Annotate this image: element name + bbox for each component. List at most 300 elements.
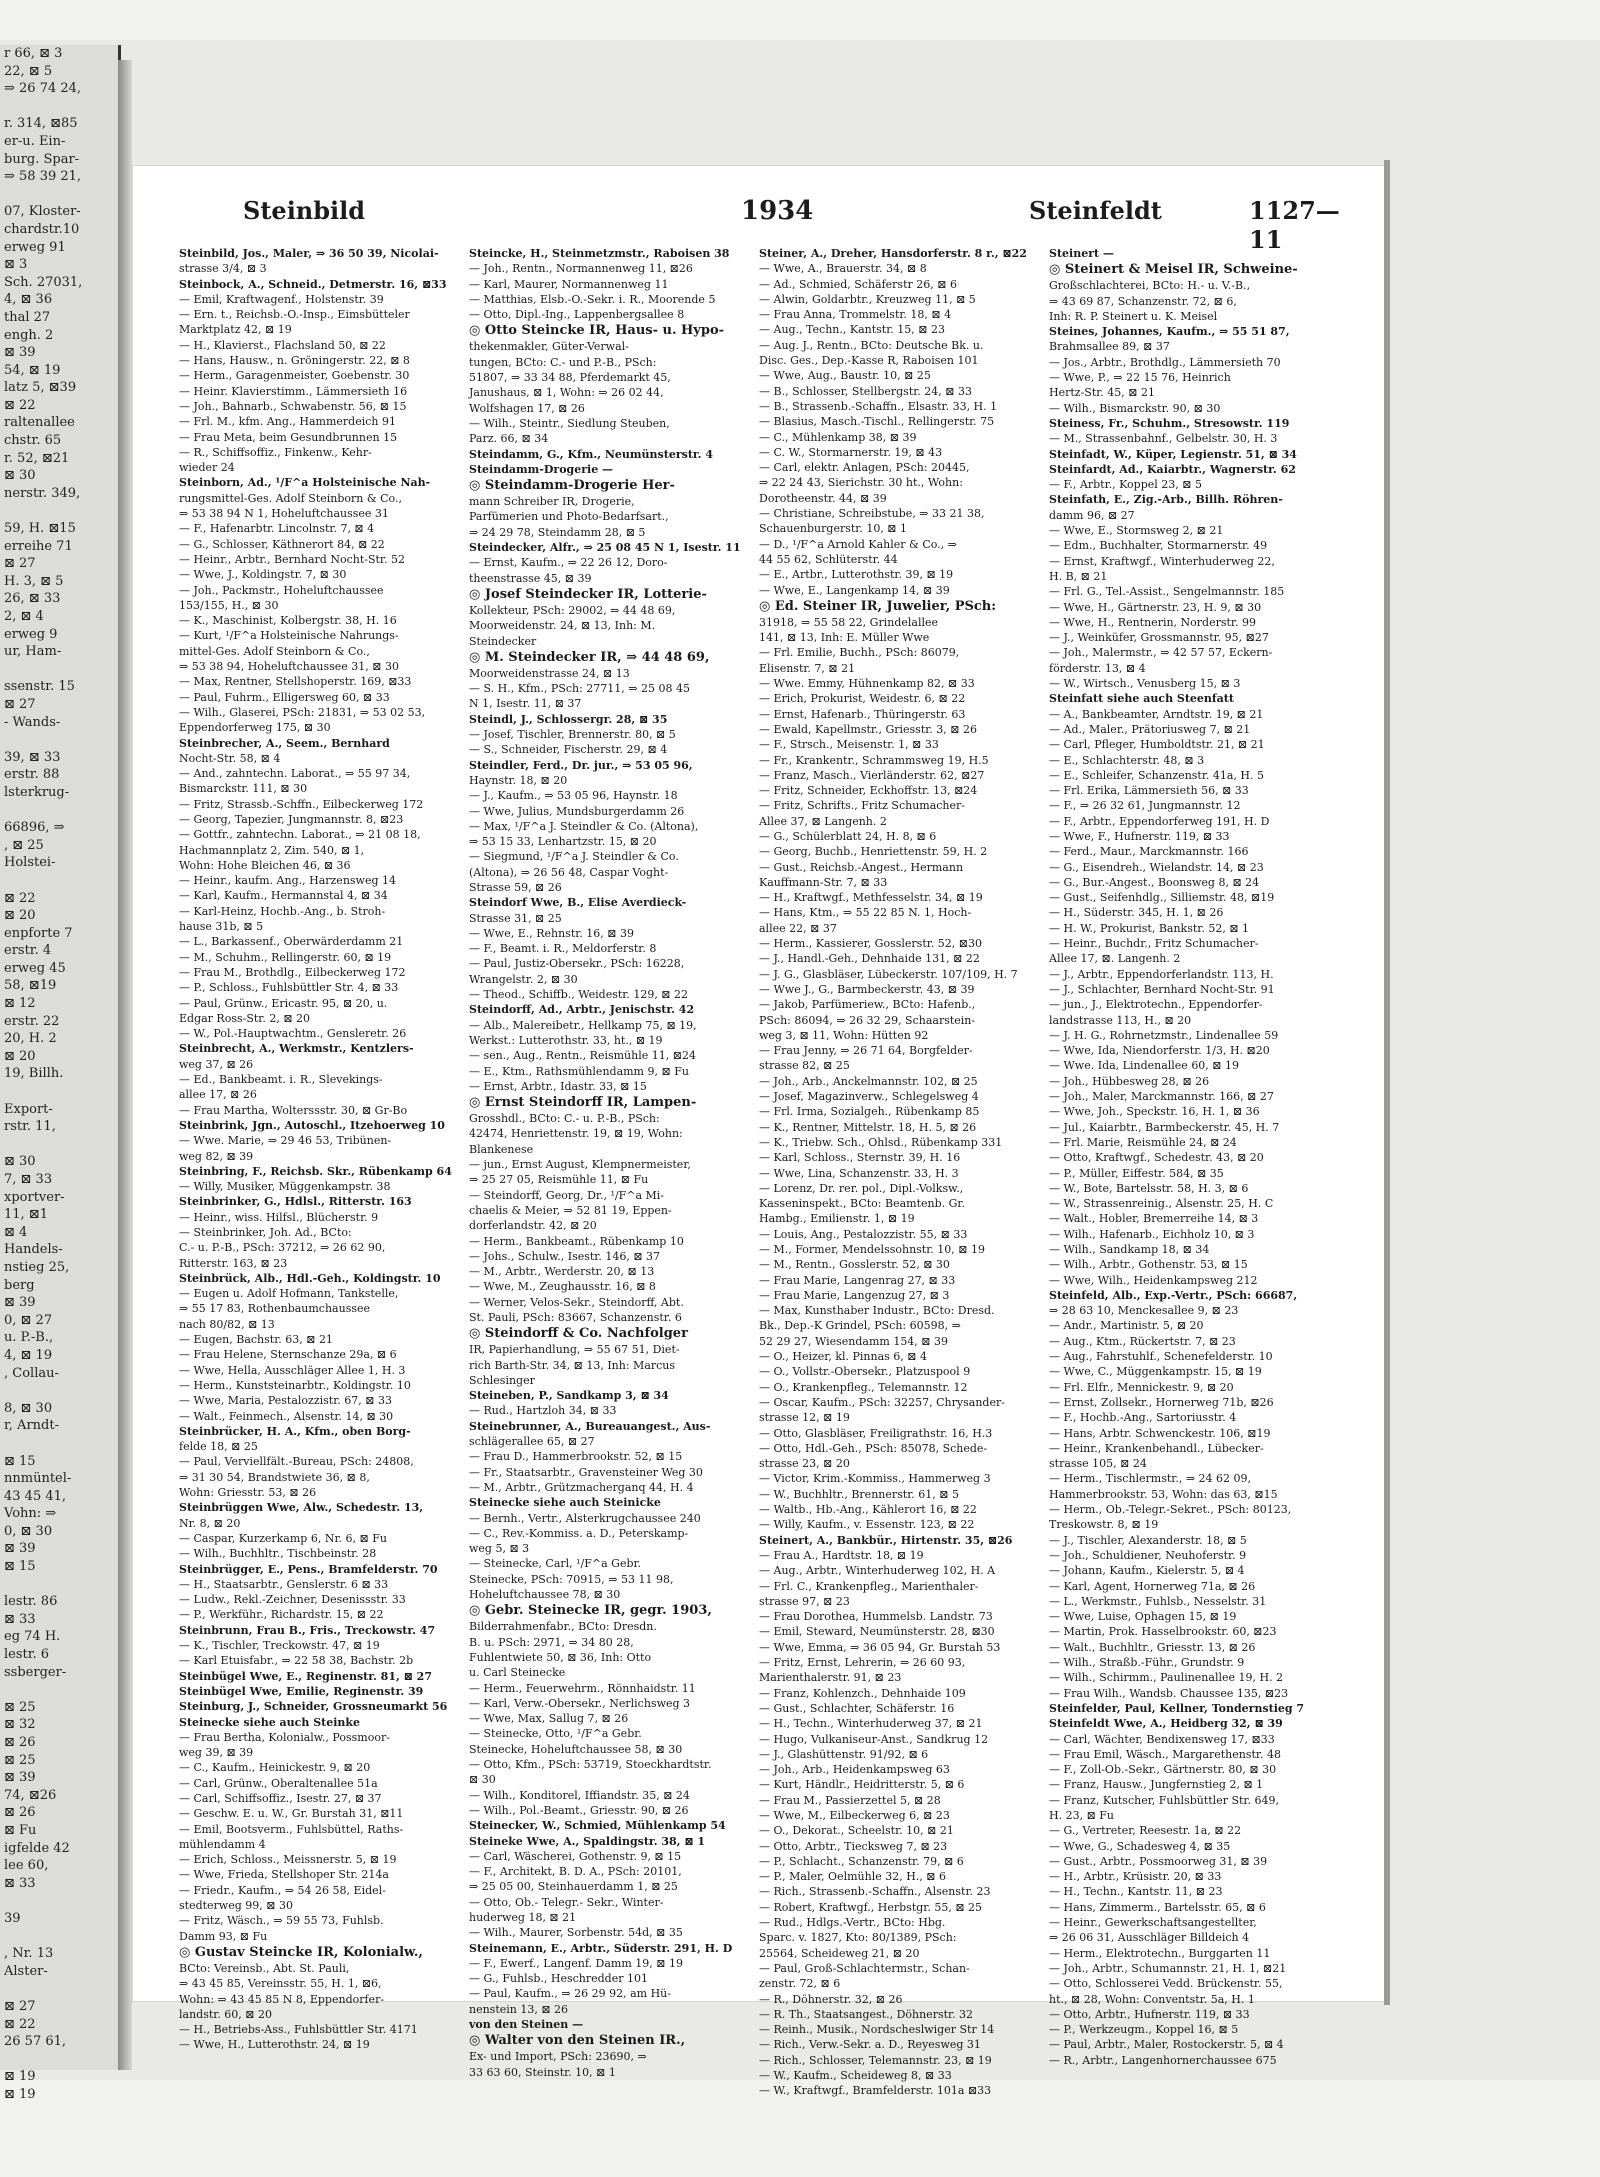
entry-continuation: ⇒ 28 63 10, Menckesallee 9, ⊠ 23 xyxy=(1049,1304,1239,1318)
directory-entry: — Wwe, C., Müggenkampstr. 15, ⊠ 19 xyxy=(1049,1365,1262,1379)
facing-page-line: 8, ⊠ 30 xyxy=(4,1400,53,1416)
directory-entry: Steinert — xyxy=(1049,247,1114,260)
entry-continuation: Wohn: ⇒ 43 45 85 N 8, Eppendorfer- xyxy=(179,1992,385,2006)
directory-entry: — Wwe, J., Koldingstr. 7, ⊠ 30 xyxy=(179,568,347,582)
entry-continuation: u. Carl Steinecke xyxy=(469,1666,566,1680)
directory-entry: Steinbrecher, A., Seem., Bernhard xyxy=(179,736,390,750)
facing-page-line xyxy=(0,731,118,749)
entry-continuation: Wolfshagen 17, ⊠ 26 xyxy=(469,401,585,415)
directory-entry: — Wwe, Luise, Ophagen 15, ⊠ 19 xyxy=(1049,1610,1237,1624)
directory-entry: — jun., Ernst August, Klempnermeister, xyxy=(469,1158,691,1172)
directory-entry: — Wilh., Hafenarb., Eichholz 10, ⊠ 3 xyxy=(1049,1227,1255,1241)
directory-entry: ◎ M. Steindecker IR, ⇒ 44 48 69, xyxy=(469,649,710,665)
facing-page-line: erstr. 88 xyxy=(4,767,60,783)
directory-entry: — Joh., Arbtr., Schumannstr. 21, H. 1, ⊠21 xyxy=(1049,1961,1287,1975)
directory-entry: — H., Techn., Winterhuderweg 37, ⊠ 21 xyxy=(759,1717,983,1731)
directory-entry: — Carl, Pfleger, Humboldtstr. 21, ⊠ 21 xyxy=(1049,738,1265,752)
directory-entry: — Waltb., Hb.-Ang., Kählerort 16, ⊠ 22 xyxy=(759,1503,977,1517)
directory-entry: — Frl. M., kfm. Ang., Hammerdeich 91 xyxy=(179,415,396,429)
entry-continuation: Marienthalerstr. 91, ⊠ 23 xyxy=(759,1671,902,1685)
facing-page-line: ⊠ 39 xyxy=(4,1541,36,1557)
facing-page-line: , ⊠ 25 xyxy=(4,837,44,853)
directory-entry: — Karl, Agent, Hornerweg 71a, ⊠ 26 xyxy=(1049,1579,1256,1593)
directory-entry: Steinfath, E., Zig.-Arb., Billh. Röhren- xyxy=(1049,493,1283,507)
directory-entry: — Frl. Marie, Reismühle 24, ⊠ 24 xyxy=(1049,1135,1237,1149)
directory-entry: — Hugo, Vulkaniseur-Anst., Sandkrug 12 xyxy=(759,1732,989,1746)
facing-page-line: 4, ⊠ 36 xyxy=(4,292,53,308)
directory-entry: — E., Schlachterstr. 48, ⊠ 3 xyxy=(1049,753,1205,767)
facing-page-line: ssberger- xyxy=(4,1664,67,1680)
facing-page-line: ⊠ 39 xyxy=(4,345,36,361)
entry-continuation: (Altona), ⇒ 26 56 48, Caspar Voght- xyxy=(469,865,669,879)
entry-continuation: ⇒ 26 06 31, Ausschläger Billdeich 4 xyxy=(1049,1931,1250,1945)
directory-entry: — Ernst, Arbtr., Idastr. 33, ⊠ 15 xyxy=(469,1079,647,1093)
directory-entry: — Wwe, M., Eilbeckerweg 6, ⊠ 23 xyxy=(759,1808,950,1822)
directory-entry: Steinbring, F., Reichsb. Skr., Rübenkamp 64 xyxy=(179,1164,452,1178)
entry-continuation: Edgar Ross-Str. 2, ⊠ 20 xyxy=(179,1011,311,1025)
directory-entry: — Gust., Schlachter, Schäferstr. 16 xyxy=(759,1701,955,1715)
directory-entry: — F., Arbtr., Eppendorferweg 191, H. D xyxy=(1049,814,1270,828)
directory-entry: — Otto, Hdl.-Geh., PSch: 85078, Schede- xyxy=(759,1441,988,1455)
directory-entry: — P., Werkzeugm., Koppel 16, ⊠ 5 xyxy=(1049,2023,1239,2037)
directory-entry: Steinbrücker, H. A., Kfm., oben Borg- xyxy=(179,1424,411,1438)
directory-entry: — Carl, Wäscherei, Gothenstr. 9, ⊠ 15 xyxy=(469,1849,682,1863)
entry-continuation: Hoheluftchaussee 78, ⊠ 30 xyxy=(469,1588,621,1602)
facing-page-line: lestr. 6 xyxy=(4,1647,50,1663)
entry-continuation: landstrasse 113, H., ⊠ 20 xyxy=(1049,1013,1192,1027)
directory-entry: — Gust., Arbtr., Possmoorweg 31, ⊠ 39 xyxy=(1049,1854,1268,1868)
directory-entry: Steinburg, J., Schneider, Grossneumarkt 56 xyxy=(179,1700,448,1714)
entry-continuation: mann Schreiber IR, Drogerie, xyxy=(469,495,635,509)
entry-continuation: B. u. PSch: 2971, ⇒ 34 80 28, xyxy=(469,1635,634,1649)
directory-entry: — E., Schleifer, Schanzenstr. 41a, H. 5 xyxy=(1049,768,1265,782)
directory-entry: — Frau M., Brothdlg., Eilbeckerweg 172 xyxy=(179,965,406,979)
directory-entry: — P., Schlacht., Schanzenstr. 79, ⊠ 6 xyxy=(759,1854,964,1868)
directory-entry: Steinbrink, Jgn., Autoschl., Itzehoerweg 10 xyxy=(179,1118,445,1132)
directory-entry: — Wwe, Maria, Pestalozzistr. 67, ⊠ 33 xyxy=(179,1394,392,1408)
directory-entry: — Rud., Hdlgs.-Vertr., BCto: Hbg. xyxy=(759,1916,946,1930)
entry-continuation: Ex- und Import, PSch: 23690, ⇒ xyxy=(469,2050,647,2064)
facing-page-line: lestr. 86 xyxy=(4,1594,58,1610)
directory-entry: — G., Bur.-Angest., Boonsweg 8, ⊠ 24 xyxy=(1049,875,1260,889)
directory-entry: — Wilh., Schirmm., Paulinenallee 19, H. 2 xyxy=(1049,1671,1284,1685)
directory-entry: — O., Krankenpfleg., Telemannstr. 12 xyxy=(759,1380,968,1394)
entry-continuation: Parfümerien und Photo-Bedarfsart., xyxy=(469,510,669,524)
directory-entry: — And., zahntechn. Laborat., ⇒ 55 97 34, xyxy=(179,767,411,781)
entry-continuation: damm 96, ⊠ 27 xyxy=(1049,508,1135,522)
entry-continuation: Kasseninspekt., BCto: Beamtenb. Gr. xyxy=(759,1197,965,1211)
entry-continuation: rich Barth-Str. 34, ⊠ 13, Inh: Marcus xyxy=(469,1358,676,1372)
directory-entry: von den Steinen — xyxy=(469,2018,584,2032)
facing-page-line: lee 60, xyxy=(4,1858,49,1874)
facing-page-line: 2, ⊠ 4 xyxy=(4,609,44,624)
entry-continuation: weg 39, ⊠ 39 xyxy=(179,1746,254,1760)
entry-continuation: Disc. Ges., Dep.-Kasse R, Raboisen 101 xyxy=(759,354,979,368)
directory-entry: — Edm., Buchhalter, Stormarnerstr. 49 xyxy=(1049,539,1268,553)
directory-entry: — J., Kaufm., ⇒ 53 05 96, Haynstr. 18 xyxy=(469,789,678,803)
directory-entry: — K., Triebw. Sch., Ohlsd., Rübenkamp 331 xyxy=(759,1135,1003,1149)
directory-entry: — Herm., Tischlermstr., ⇒ 24 62 09, xyxy=(1049,1472,1252,1486)
facing-page-line: ⊠ 19 xyxy=(4,2086,36,2102)
directory-entry: — Rud., Hartzloh 34, ⊠ 33 xyxy=(469,1404,617,1418)
entry-continuation: Grosshdl., BCto: C.- u. P.-B., PSch: xyxy=(469,1112,660,1126)
directory-entry: — G., Vertreter, Reesestr. 1a, ⊠ 22 xyxy=(1049,1824,1242,1838)
directory-entry: — Gust., Seifenhdlg., Silliemstr. 48, ⊠19 xyxy=(1049,891,1275,905)
facing-page-line: burg. Spar- xyxy=(4,151,80,167)
directory-entry: — Ad., Maler., Prätoriusweg 7, ⊠ 21 xyxy=(1049,722,1251,736)
directory-entry: — Wilh., Konditorel, Iffiandstr. 35, ⊠ 24 xyxy=(469,1788,690,1802)
directory-entry: Steindamm-Drogerie — xyxy=(469,462,614,476)
entry-continuation: Sparc. v. 1827, Kto: 80/1389, PSch: xyxy=(759,1931,957,1945)
entry-continuation: stedterweg 99, ⊠ 30 xyxy=(179,1899,293,1913)
directory-entry: — Frl. Emilie, Buchh., PSch: 86079, xyxy=(759,646,960,660)
facing-page-line: ⊠ 22 xyxy=(4,397,36,413)
directory-entry: — Frau Meta, beim Gesundbrunnen 15 xyxy=(179,430,398,444)
facing-page-line: erreihe 71 xyxy=(4,538,73,554)
directory-entry: — F., Hochb.-Ang., Sartoriusstr. 4 xyxy=(1049,1411,1237,1425)
directory-entry: — Paul, Grünw., Ericastr. 95, ⊠ 20, u. xyxy=(179,996,388,1010)
directory-entry: — Willy, Musiker, Müggenkampstr. 38 xyxy=(179,1180,391,1194)
entry-continuation: Werkst.: Lutterothstr. 33, ht., ⊠ 19 xyxy=(469,1033,663,1047)
directory-entry: — Herm., Elektrotechn., Burggarten 11 xyxy=(1049,1946,1271,1960)
directory-entry: — J., Arbtr., Eppendorferlandstr. 113, H. xyxy=(1049,967,1274,981)
directory-entry: — J. H. G., Rohrnetzmstr., Lindenallee 59 xyxy=(1049,1028,1279,1042)
entry-continuation: ⇒ 31 30 54, Brandstwiete 36, ⊠ 8, xyxy=(179,1470,370,1484)
entry-continuation: Allee 37, ⊠ Langenh. 2 xyxy=(759,814,887,828)
directory-entry: — Wwe. Emmy, Hühnenkamp 82, ⊠ 33 xyxy=(759,677,975,691)
directory-entry: — K., Maschinist, Kolbergstr. 38, H. 16 xyxy=(179,614,397,628)
directory-entry: Steinfardt, Ad., Kaiarbtr., Wagnerstr. 62 xyxy=(1049,462,1296,476)
directory-entry: — Erich, Schloss., Meissnerstr. 5, ⊠ 19 xyxy=(179,1853,397,1867)
directory-entry: — Aug., Arbtr., Winterhuderweg 102, H. A xyxy=(759,1564,996,1578)
directory-entry: — Steinecke, Carl, ¹/F^a Gebr. xyxy=(469,1557,642,1571)
directory-entry: — Emil, Steward, Neumünsterstr. 28, ⊠30 xyxy=(759,1625,995,1639)
facing-page-line xyxy=(0,1083,118,1101)
directory-entry: — Aug. J., Rentn., BCto: Deutsche Bk. u. xyxy=(759,338,984,352)
directory-entry: — Max, Kunsthaber Industr., BCto: Dresd. xyxy=(759,1304,995,1318)
directory-entry: Steinbrunn, Frau B., Fris., Treckowstr. 47 xyxy=(179,1623,436,1637)
directory-entry: — G., Fuhlsb., Heschredder 101 xyxy=(469,1972,648,1986)
directory-entry: — Paul, Arbtr., Maler, Rostockerstr. 5, ⊠ 4 xyxy=(1049,2038,1284,2052)
directory-entry: — Wwe, Frieda, Stellshoper Str. 214a xyxy=(179,1868,389,1882)
entry-continuation: Steinecke, PSch: 70915, ⇒ 53 11 98, xyxy=(469,1572,674,1586)
facing-page-line: berg xyxy=(4,1277,35,1293)
directory-entry: — Joh., Schuldiener, Neuhoferstr. 9 xyxy=(1049,1548,1247,1562)
entry-continuation: N 1, Isestr. 11, ⊠ 37 xyxy=(469,697,582,711)
entry-continuation: tungen, BCto: C.- und P.-B., PSch: xyxy=(469,355,657,369)
facing-page-line: ⊠ 22 xyxy=(4,890,36,906)
facing-page-line: erweg 91 xyxy=(4,239,66,255)
entry-continuation: strasse 82, ⊠ 25 xyxy=(759,1059,850,1073)
directory-entry: Steinemann, E., Arbtr., Süderstr. 291, H. D xyxy=(469,1941,733,1955)
directory-entry: — Karl, Maurer, Normannenweg 11 xyxy=(469,277,669,291)
directory-entry: — Wilh., Buchhltr., Tischbeinstr. 28 xyxy=(179,1547,377,1561)
entry-continuation: 25564, Scheideweg 21, ⊠ 20 xyxy=(759,1946,920,1960)
facing-page-line: Holstei- xyxy=(4,855,56,871)
entry-continuation: Wrangelstr. 2, ⊠ 30 xyxy=(469,972,578,986)
facing-page-line: 7, ⊠ 33 xyxy=(4,1172,53,1187)
directory-entry: — W., Kraftwgf., Bramfelderstr. 101a ⊠33 xyxy=(759,2084,992,2098)
facing-page-line: ⊠ 20 xyxy=(4,1048,36,1064)
entry-continuation: weg 37, ⊠ 26 xyxy=(179,1057,254,1071)
directory-entry: — Wwe, Lina, Schanzenstr. 33, H. 3 xyxy=(759,1166,959,1180)
entry-continuation: Marktplatz 42, ⊠ 19 xyxy=(179,323,292,337)
facing-page-line: - Wands- xyxy=(4,714,61,730)
facing-page-line xyxy=(0,1928,118,1946)
directory-entry: — Frau D., Hammerbrookstr. 52, ⊠ 15 xyxy=(469,1450,683,1464)
facing-page-line: ⊠ 20 xyxy=(4,908,36,924)
directory-entry: — Ewald, Kapellmstr., Griesstr. 3, ⊠ 26 xyxy=(759,722,977,736)
entry-continuation: mittel-Ges. Adolf Steinborn & Co., xyxy=(179,644,370,658)
directory-entry: — J., Weinküfer, Grossmannstr. 95, ⊠27 xyxy=(1049,631,1269,645)
directory-entry: — Herm., Kassierer, Gosslerstr. 52, ⊠30 xyxy=(759,937,982,951)
directory-entry: — Franz, Hausw., Jungfernstieg 2, ⊠ 1 xyxy=(1049,1778,1264,1792)
entry-continuation: Fuhlentwiete 50, ⊠ 36, Inh: Otto xyxy=(469,1650,652,1664)
directory-entry: — Wwe, E., Rehnstr. 16, ⊠ 39 xyxy=(469,926,635,940)
directory-entry: — Wilh., Arbtr., Gothenstr. 53, ⊠ 15 xyxy=(1049,1258,1248,1272)
entry-continuation: Kollekteur, PSch: 29002, ⇒ 44 48 69, xyxy=(469,603,676,617)
directory-entry: — Wilh., Maurer, Sorbenstr. 54d, ⊠ 35 xyxy=(469,1926,683,1940)
directory-entry: — sen., Aug., Rentn., Reismühle 11, ⊠24 xyxy=(469,1049,696,1063)
book-gutter xyxy=(118,60,132,2070)
facing-page-line: nnmüntel- xyxy=(4,1471,72,1487)
directory-entry: — K., Rentner, Mittelstr. 18, H. 5, ⊠ 26 xyxy=(759,1120,977,1134)
directory-entry: — Wwe, A., Brauerstr. 34, ⊠ 8 xyxy=(759,262,927,276)
directory-entry: Steinbügel Wwe, Emilie, Reginenstr. 39 xyxy=(179,1684,424,1698)
entry-continuation: Schlesinger xyxy=(469,1373,535,1387)
directory-entry: — Wwe, M., Zeughausstr. 16, ⊠ 8 xyxy=(469,1280,656,1294)
directory-entry: — Josef, Magazinverw., Schlegelsweg 4 xyxy=(759,1090,979,1104)
directory-entry: — F., Strsch., Meisenstr. 1, ⊠ 33 xyxy=(759,738,939,752)
facing-page-line: nerstr. 349, xyxy=(4,485,81,501)
directory-entry: — Rich., Verw.-Sekr. a. D., Reyesweg 31 xyxy=(759,2038,981,2052)
directory-entry: — Hans, Zimmerm., Bartelsstr. 65, ⊠ 6 xyxy=(1049,1900,1266,1914)
directory-entry: — M., Arbtr., Werderstr. 20, ⊠ 13 xyxy=(469,1265,655,1279)
facing-page-line: 39, ⊠ 33 xyxy=(4,749,61,765)
directory-entry: — Friedr., Kaufm., ⇒ 54 26 58, Eidel- xyxy=(179,1883,386,1897)
entry-continuation: landstr. 60, ⊠ 20 xyxy=(179,2007,273,2021)
directory-entry: — Karl Etuisfabr., ⇒ 22 58 38, Bachstr. 2b xyxy=(179,1654,414,1668)
directory-entry: — F., Hafenarbtr. Lincolnstr. 7, ⊠ 4 xyxy=(179,522,375,536)
facing-page-line: er-u. Ein- xyxy=(4,133,66,149)
directory-entry: — Frau Anna, Trommelstr. 18, ⊠ 4 xyxy=(759,308,952,322)
facing-page-line xyxy=(0,2051,118,2069)
facing-page-line: ⊠ 3 xyxy=(4,257,28,273)
facing-page-line: 22, ⊠ 5 xyxy=(4,63,53,79)
facing-page-line: ⊠ 32 xyxy=(4,1717,36,1733)
directory-entry: — Karl, Kaufm., Hermannstal 4, ⊠ 34 xyxy=(179,889,388,903)
directory-entry: Steindorf Wwe, B., Elise Averdieck- xyxy=(469,896,687,910)
directory-entry: Steinbrinker, G., Hdlsl., Ritterstr. 163 xyxy=(179,1195,412,1209)
directory-entry: — A., Bankbeamter, Arndtstr. 19, ⊠ 21 xyxy=(1049,707,1264,721)
facing-page-line: xportver- xyxy=(4,1189,65,1205)
facing-page-line: chardstr.10 xyxy=(4,221,80,237)
directory-entry: — C. W., Stormarnerstr. 19, ⊠ 43 xyxy=(759,445,943,459)
directory-entry: Steinebrunner, A., Bureauangest., Aus- xyxy=(469,1419,711,1433)
directory-entry: — Wilh., Sandkamp 18, ⊠ 34 xyxy=(1049,1243,1210,1256)
facing-page-line: 74, ⊠26 xyxy=(4,1787,57,1803)
directory-entry: — P., Maler, Oelmühle 32, H., ⊠ 6 xyxy=(759,1870,947,1884)
facing-page-line: r. 52, ⊠21 xyxy=(4,450,70,466)
directory-entry: — Wwe, P., ⇒ 22 15 76, Heinrich xyxy=(1049,371,1231,385)
directory-entry: Steinborn, Ad., ¹/F^a Holsteinische Nah- xyxy=(179,476,431,490)
directory-entry: — Ernst, Kraftwgf., Winterhuderweg 22, xyxy=(1049,554,1275,568)
directory-entry: — Jul., Kaiarbtr., Barmbeckerstr. 45, H. 7 xyxy=(1049,1120,1280,1134)
entry-continuation: St. Pauli, PSch: 83667, Schanzenstr. 6 xyxy=(469,1311,682,1324)
directory-entry: — R., Arbtr., Langenhornerchaussee 675 xyxy=(1049,2053,1277,2067)
entry-continuation: Moorweidenstrasse 24, ⊠ 13 xyxy=(469,666,630,680)
directory-entry: — Christiane, Schreibstube, ⇒ 33 21 38, xyxy=(759,507,985,521)
facing-page-line: 0, ⊠ 27 xyxy=(4,1312,53,1328)
directory-entry: ◎ Walter von den Steinen IR., xyxy=(469,2033,686,2049)
directory-entry: — Frau Marie, Langenrag 27, ⊠ 33 xyxy=(759,1273,956,1287)
directory-entry: — C., Mühlenkamp 38, ⊠ 39 xyxy=(759,430,917,444)
facing-page-line: ⊠ 27 xyxy=(4,696,36,712)
directory-entry: — B., Strassenb.-Schaffn., Elsastr. 33, H. 1 xyxy=(759,399,998,413)
directory-entry: — Wwe, F., Hufnerstr. 119, ⊠ 33 xyxy=(1049,829,1230,843)
directory-entry: — Oscar, Kaufm., PSch: 32257, Chrysander- xyxy=(759,1395,1005,1409)
facing-page-line xyxy=(0,186,118,204)
directory-entry: — Georg, Buchb., Henriettenstr. 59, H. 2 xyxy=(759,845,988,859)
entry-continuation: ⇒ 43 69 87, Schanzenstr. 72, ⊠ 6, xyxy=(1049,294,1237,308)
entry-continuation: Hertz-Str. 45, ⊠ 21 xyxy=(1049,386,1155,400)
directory-entry: — Ferd., Maur., Marckmannstr. 166 xyxy=(1049,845,1249,859)
directory-entry: — Aug., Techn., Kantstr. 15, ⊠ 23 xyxy=(759,323,945,337)
facing-page-line: 43 45 41, xyxy=(4,1488,67,1504)
directory-entry: Steinbrügger, E., Pens., Bramfelderstr. 70 xyxy=(179,1562,438,1576)
facing-page-line: ⊠ 39 xyxy=(4,1295,36,1311)
entry-continuation: ⊠ 30 xyxy=(469,1773,496,1787)
entry-continuation: ⇒ 24 29 78, Steindamm 28, ⊠ 5 xyxy=(469,525,646,539)
facing-page-line: ⇒ 26 74 24, xyxy=(4,81,82,97)
directory-entry: — O., Dekorat., Scheelstr. 10, ⊠ 21 xyxy=(759,1824,954,1838)
entry-continuation: Bk., Dep.-K Grindel, PSch: 60598, ⇒ xyxy=(759,1319,961,1333)
entry-continuation: Dorotheenstr. 44, ⊠ 39 xyxy=(759,491,887,505)
directory-entry: — Joh., Bahnarb., Schwabenstr. 56, ⊠ 15 xyxy=(179,399,407,413)
directory-entry: — G., Schülerblatt 24, H. 8, ⊠ 6 xyxy=(759,829,937,843)
entry-continuation: Parz. 66, ⊠ 34 xyxy=(469,432,549,446)
directory-entry: — Victor, Krim.-Kommiss., Hammerweg 3 xyxy=(759,1472,991,1486)
entry-continuation: Großschlachterei, BCto: H.- u. V.-B., xyxy=(1049,279,1251,293)
header-last-entry: Steinfeldt xyxy=(1029,196,1162,225)
directory-entry: — Emil, Kraftwagenf., Holstenstr. 39 xyxy=(179,292,384,306)
directory-entry: — W., Buchhltr., Brennerstr. 61, ⊠ 5 xyxy=(759,1487,959,1501)
facing-page-line: Alster- xyxy=(4,1963,48,1979)
facing-page-line xyxy=(0,802,118,820)
entry-continuation: ht., ⊠ 28, Wohn: Conventstr. 5a, H. 1 xyxy=(1049,1992,1255,2006)
directory-entry: — Frau Marie, Langenzug 27, ⊠ 3 xyxy=(759,1288,950,1302)
facing-page-line: ⊠ 30 xyxy=(4,468,36,484)
directory-entry: — Joh., Arb., Heidenkampsweg 63 xyxy=(759,1763,950,1777)
directory-entry: — Caspar, Kurzerkamp 6, Nr. 6, ⊠ Fu xyxy=(179,1531,387,1545)
directory-entry: — B., Schlosser, Stellbergstr. 24, ⊠ 33 xyxy=(759,384,972,398)
directory-entry: — jun., J., Elektrotechn., Eppendorfer- xyxy=(1049,998,1263,1012)
entry-continuation: Schauenburgerstr. 10, ⊠ 1 xyxy=(759,522,908,536)
entry-continuation: allee 17, ⊠ 26 xyxy=(179,1088,257,1102)
entry-continuation: 141, ⊠ 13, Inh: E. Müller Wwe xyxy=(759,631,930,645)
facing-page-strip xyxy=(0,45,121,2102)
directory-entry: — Heinr., Buchdr., Fritz Schumacher- xyxy=(1049,937,1259,951)
facing-page-line: H. 3, ⊠ 5 xyxy=(4,573,64,589)
page-edge-shadow xyxy=(1384,160,1390,2005)
directory-entry: — Alwin, Goldarbtr., Kreuzweg 11, ⊠ 5 xyxy=(759,292,976,306)
directory-entry: — C., Rev.-Kommiss. a. D., Peterskamp- xyxy=(469,1526,689,1540)
facing-page-line: 07, Kloster- xyxy=(4,204,81,220)
entry-continuation: zenstr. 72, ⊠ 6 xyxy=(759,1977,841,1991)
facing-page-line: ⊠ 26 xyxy=(4,1735,36,1750)
directory-entry: — Martin, Prok. Hasselbrookstr. 60, ⊠23 xyxy=(1049,1625,1277,1639)
directory-entry: ◎ Ed. Steiner IR, Juwelier, PSch: xyxy=(759,598,997,614)
directory-entry: — E., Ktm., Rathsmühlendamm 9, ⊠ Fu xyxy=(469,1064,689,1078)
header-year: 1934 xyxy=(741,196,814,226)
facing-page-line: ⊠ 27 xyxy=(4,556,36,572)
directory-entry: — Hans, Arbtr. Schwenckestr. 106, ⊠19 xyxy=(1049,1426,1271,1440)
directory-entry: — Heinr. Klavierstimm., Lämmersieth 16 xyxy=(179,384,408,398)
directory-entry: — Heinr., kaufm. Ang., Harzensweg 14 xyxy=(179,874,397,888)
entry-continuation: Wohn: Griesstr. 53, ⊠ 26 xyxy=(179,1486,317,1500)
entry-continuation: Nr. 8, ⊠ 20 xyxy=(179,1516,241,1530)
facing-page-line: erstr. 4 xyxy=(4,943,52,959)
directory-entry: — G., Schlosser, Käthnerort 84, ⊠ 22 xyxy=(179,537,385,551)
facing-page-line: ⊠ 22 xyxy=(4,2016,36,2032)
directory-page xyxy=(132,165,1386,2098)
directory-entry: — Franz, Kohlenzch., Dehnhaide 109 xyxy=(759,1686,966,1700)
facing-page-line: 59, H. ⊠15 xyxy=(4,521,76,537)
directory-entry: — Frau Bertha, Kolonialw., Possmoor- xyxy=(179,1730,390,1744)
directory-entry: — Fritz, Wäsch., ⇒ 59 55 73, Fuhlsb. xyxy=(179,1914,384,1928)
directory-entry: Steinbrüggen Wwe, Alw., Schedestr. 13, xyxy=(179,1501,424,1515)
directory-entry: — Erich, Prokurist, Weidestr. 6, ⊠ 22 xyxy=(759,692,966,706)
facing-page-line xyxy=(0,661,118,679)
facing-page-line xyxy=(0,1136,118,1154)
directory-entry: — Paul, Fuhrm., Elligersweg 60, ⊠ 33 xyxy=(179,690,390,704)
directory-entry: — M., Former, Mendelssohnstr. 10, ⊠ 19 xyxy=(759,1243,985,1256)
facing-page-line: ssenstr. 15 xyxy=(4,679,75,695)
entry-continuation: ⇒ 25 27 05, Reismühle 11, ⊠ Fu xyxy=(469,1173,649,1187)
directory-entry: — Otto, Arbtr., Tiecksweg 7, ⊠ 23 xyxy=(759,1839,948,1853)
entry-continuation: H. 23, ⊠ Fu xyxy=(1049,1808,1115,1822)
entry-continuation: ⇒ 53 38 94 N 1, Hoheluftchaussee 31 xyxy=(179,507,389,521)
directory-entry: — Herm., Garagenmeister, Goebenstr. 30 xyxy=(179,369,410,383)
facing-page-line: ⊠ Fu xyxy=(4,1822,37,1838)
facing-page-line: ur, Ham- xyxy=(4,644,62,660)
directory-entry: — Joh., Packmstr., Hoheluftchaussee xyxy=(179,583,384,597)
directory-entry: — Ern. t., Reichsb.-O.-Insp., Eimsbütteler xyxy=(179,308,410,322)
directory-entry: — F., Ewerf., Langenf. Damm 19, ⊠ 19 xyxy=(469,1956,683,1970)
directory-entry: Steinecker, W., Schmied, Mühlenkamp 54 xyxy=(469,1819,726,1833)
directory-entry: — Fritz, Ernst, Lehrerin, ⇒ 26 60 93, xyxy=(759,1656,966,1670)
entry-continuation: Elisenstr. 7, ⊠ 21 xyxy=(759,661,856,675)
directory-entry: — Josef, Tischler, Brennerstr. 80, ⊠ 5 xyxy=(469,728,676,742)
entry-continuation: Bismarckstr. 111, ⊠ 30 xyxy=(179,782,308,796)
directory-entry: — F., Arbtr., Koppel 23, ⊠ 5 xyxy=(1049,478,1202,492)
directory-entry: — Aug., Fahrstuhlf., Schenefelderstr. 10 xyxy=(1049,1350,1273,1364)
directory-entry: — Karl-Heinz, Hochb.-Ang., b. Stroh- xyxy=(179,904,386,918)
entry-continuation: förderstr. 13, ⊠ 4 xyxy=(1049,661,1146,675)
entry-continuation: Eppendorferweg 175, ⊠ 30 xyxy=(179,721,331,735)
directory-column-4 xyxy=(1049,246,1331,2067)
directory-entry: — Ernst, Kaufm., ⇒ 22 26 12, Doro- xyxy=(469,556,668,570)
facing-page-line: nstieg 25, xyxy=(4,1259,70,1275)
directory-entry: Steindler, Ferd., Dr. jur., ⇒ 53 05 96, xyxy=(469,758,693,772)
directory-entry: — Wwe, H., Lutterothstr. 24, ⊠ 19 xyxy=(179,2038,370,2052)
directory-entry: — Otto, Kfm., PSch: 53719, Stoeckhardtstr. xyxy=(469,1758,712,1772)
entry-continuation: wieder 24 xyxy=(179,461,235,475)
directory-entry: Steinbock, A., Schneid., Detmerstr. 16, ⊠33 xyxy=(179,277,447,291)
facing-page-line xyxy=(0,1382,118,1400)
facing-page-line: 26 57 61, xyxy=(4,2034,67,2050)
directory-entry: — Frau Martha, Wolterssstr. 30, ⊠ Gr-Bo xyxy=(179,1103,408,1117)
